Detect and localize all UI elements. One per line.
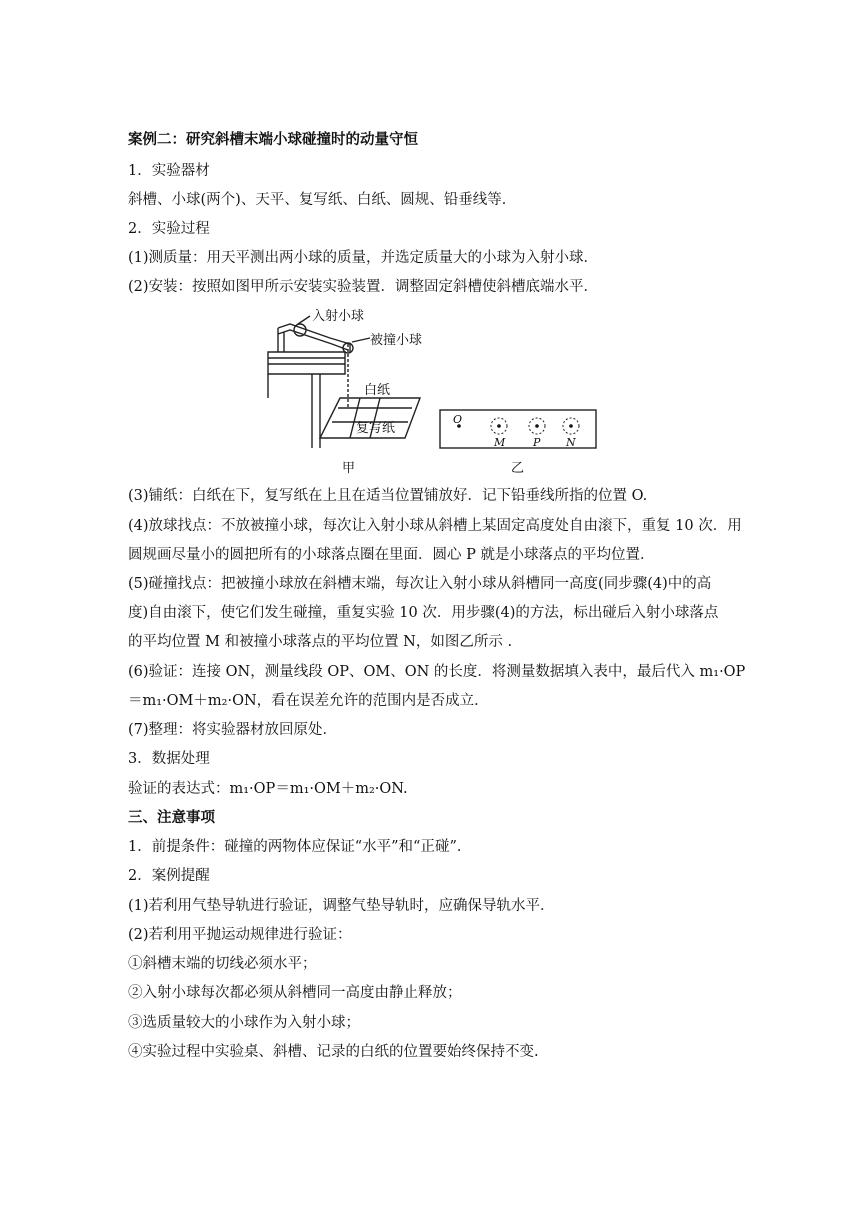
formula-text: 验证的表达式：m₁·OP＝m₁·OM＋m₂·ON. — [128, 781, 408, 797]
condition-1: ①斜槽末端的切线必须水平； — [128, 956, 317, 972]
label-target: 被撞小球 — [370, 333, 423, 348]
condition-3: ③选质量较大的小球作为入射小球； — [128, 1015, 360, 1031]
note-2: 2．案例提醒 — [128, 868, 210, 884]
point-M-label: M — [494, 436, 506, 449]
experiment-figure — [260, 308, 600, 480]
point-N-dot — [569, 424, 573, 428]
step-4-line1: (4)放球找点：不放被撞小球，每次让入射小球从斜槽上某固定高度处自由滚下，重复 10 次．用 — [128, 518, 742, 534]
step-7: (7)整理：将实验器材放回原处． — [128, 722, 338, 738]
condition-2: ②入射小球每次都必须从斜槽同一高度由静止释放； — [128, 985, 462, 1001]
point-O-label: O — [453, 413, 463, 426]
step-5-line1: (5)碰撞找点：把被撞小球放在斜槽末端，每次让入射小球从斜槽同一高度(同步骤(4)中的高 — [128, 576, 712, 592]
note-2-1: (1)若利用气垫导轨进行验证，调整气垫导轨时，应确保导轨水平． — [128, 898, 555, 914]
note-2-2: (2)若利用平抛运动规律进行验证： — [128, 927, 352, 943]
materials-text: 斜槽、小球(两个)、天平、复写纸、白纸、圆规、铅垂线等． — [128, 192, 517, 208]
point-N-label: N — [566, 436, 576, 449]
heading-process: 2．实验过程 — [128, 221, 210, 237]
step-6-line1: (6)验证：连接 ON，测量线段 OP、OM、ON 的长度．将测量数据填入表中，最后代入 m₁·OP — [128, 664, 746, 680]
point-M-dot — [497, 424, 501, 428]
note-1: 1．前提条件：碰撞的两物体应保证“水平”和“正碰”． — [128, 839, 472, 855]
heading-data: 3．数据处理 — [128, 751, 210, 767]
point-P-dot — [535, 424, 539, 428]
condition-4: ④实验过程中实验桌、斜槽、记录的白纸的位置要始终保持不变. — [128, 1044, 539, 1060]
step-6-line2: ＝m₁·OM＋m₂·ON，看在误差允许的范围内是否成立． — [128, 693, 489, 709]
label-white-paper: 白纸 — [364, 383, 391, 398]
caption-jia: 甲 — [342, 461, 356, 476]
step-2: (2)安装：按照如图甲所示安装实验装置．调整固定斜槽使斜槽底端水平． — [128, 279, 599, 295]
step-1: (1)测质量：用天平测出两小球的质量，并选定质量大的小球为入射小球． — [128, 250, 599, 266]
caption-yi: 乙 — [511, 461, 525, 476]
label-incident: 入射小球 — [312, 309, 365, 324]
notes-heading: 三、注意事项 — [128, 810, 215, 826]
step-3: (3)铺纸：白纸在下，复写纸在上且在适当位置铺放好．记下铅垂线所指的位置 O. — [128, 488, 648, 504]
case2-heading: 案例二：研究斜槽末端小球碰撞时的动量守恒 — [128, 132, 418, 148]
step-5-line3: 的平均位置 M 和被撞小球落点的平均位置 N，如图乙所示 . — [128, 634, 513, 650]
label-carbon-paper: 复写纸 — [356, 421, 396, 436]
step-5-line2: 度)自由滚下，使它们发生碰撞，重复实验 10 次．用步骤(4)的方法，标出碰后入射小球落点 — [128, 605, 719, 621]
heading-materials: 1．实验器材 — [128, 163, 210, 179]
step-4-line2: 圆规画尽量小的圆把所有的小球落点圈在里面．圆心 P 就是小球落点的平均位置． — [128, 547, 655, 563]
point-P-label: P — [533, 436, 541, 449]
